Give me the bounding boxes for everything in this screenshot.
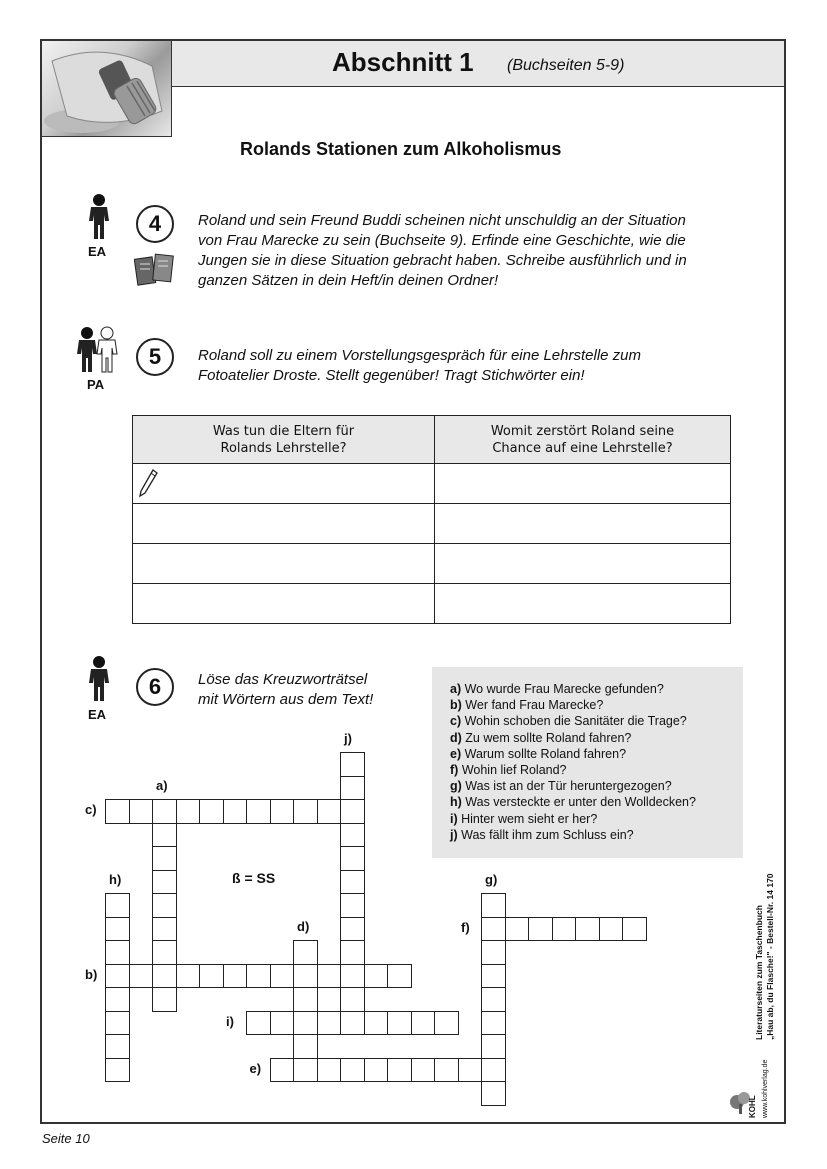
crossword-cell[interactable]: [481, 893, 506, 918]
crossword-cell[interactable]: [340, 1011, 365, 1036]
question-text: Was ist an der Tür heruntergezogen?: [465, 779, 672, 794]
crossword-cell[interactable]: [293, 1058, 318, 1083]
crossword-cell[interactable]: [270, 799, 295, 824]
crossword-cell[interactable]: [199, 799, 224, 824]
crossword-cell[interactable]: [340, 799, 365, 824]
question-text: Wer fand Frau Marecke?: [465, 698, 604, 713]
question-item: [450, 778, 696, 794]
question-text: Zu wem sollte Roland fahren?: [465, 730, 632, 745]
crossword-cell[interactable]: [105, 1058, 130, 1083]
question-item: [450, 827, 696, 843]
answer-cell[interactable]: [133, 584, 435, 624]
crossword-cell[interactable]: [176, 799, 201, 824]
crossword-cell[interactable]: [481, 1011, 506, 1036]
task6-line2: mit Wörtern aus dem Text!: [198, 691, 374, 708]
table-row: [133, 464, 731, 504]
question-letter: j): [450, 827, 458, 842]
crossword-cell[interactable]: [293, 987, 318, 1012]
question-text: Wohin schoben die Sanitäter die Trage?: [464, 714, 687, 729]
crossword-label-e: e): [249, 1060, 262, 1076]
crossword-cell[interactable]: [223, 799, 248, 824]
crossword-cell[interactable]: [505, 917, 530, 942]
page-number: Seite 10: [42, 1131, 90, 1146]
question-text: Warum sollte Roland fahren?: [464, 746, 627, 761]
question-item: [450, 794, 696, 810]
crossword-cell[interactable]: [481, 940, 506, 965]
comparison-table: [132, 415, 731, 624]
crossword-cell[interactable]: [340, 987, 365, 1012]
crossword-cell[interactable]: [270, 1011, 295, 1036]
crossword-cell[interactable]: [317, 964, 342, 989]
single-person-icon: [86, 193, 112, 241]
mode-label-5: PA: [87, 377, 105, 392]
crossword-cell[interactable]: [152, 987, 177, 1012]
crossword-cell[interactable]: [364, 964, 389, 989]
crossword-label-h: h): [109, 872, 122, 887]
crossword-cell[interactable]: [152, 917, 177, 942]
crossword-cell[interactable]: [481, 964, 506, 989]
crossword-cell[interactable]: [340, 893, 365, 918]
task4-line1: Roland und sein Freund Buddi scheinen nicht unschuldig an der Situation: [198, 212, 686, 229]
task6-line1: Löse das Kreuzworträtsel: [198, 671, 368, 688]
crossword-cell[interactable]: [105, 964, 130, 989]
crossword-label-b: b): [85, 966, 98, 982]
mode-label-4: EA: [88, 244, 107, 259]
crossword-cell[interactable]: [340, 776, 365, 801]
question-letter: c): [450, 714, 462, 729]
crossword-cell[interactable]: [340, 823, 365, 848]
question-item: [450, 746, 696, 762]
task4-line4: ganzen Sätzen in dein Heft/in deinen Ordner!: [198, 272, 499, 289]
crossword-cell[interactable]: [599, 917, 624, 942]
question-letter: e): [450, 746, 462, 761]
crossword-cell[interactable]: [575, 917, 600, 942]
question-text: Was versteckte er unter den Wolldecken?: [465, 795, 696, 810]
crossword-cell[interactable]: [340, 964, 365, 989]
crossword-cell[interactable]: [434, 1011, 459, 1036]
crossword-label-g: g): [485, 872, 498, 887]
crossword-cell[interactable]: [387, 1058, 412, 1083]
publisher-line2: „Hau ab, du Flasche!" - Bestell-Nr. 14 170: [765, 873, 775, 1040]
crossword-cell[interactable]: [152, 940, 177, 965]
pair-icon: [76, 326, 118, 374]
crossword-cell[interactable]: [364, 1058, 389, 1083]
question-letter: b): [450, 698, 462, 713]
questions-box: [432, 667, 743, 858]
mode-label-6: EA: [88, 707, 107, 722]
task4-line3: Jungen sie in diese Situation gebracht haben. Schreibe ausführlich und in: [198, 252, 687, 269]
crossword-cell[interactable]: [152, 870, 177, 895]
crossword-cell[interactable]: [129, 799, 154, 824]
question-item: [450, 713, 696, 729]
crossword-cell[interactable]: [317, 799, 342, 824]
answer-cell[interactable]: [435, 464, 731, 504]
question-item: [450, 681, 696, 697]
crossword-cell[interactable]: [387, 1011, 412, 1036]
table-header-parents: Was tun die Eltern für Rolands Lehrstelle?: [133, 416, 435, 464]
answer-cell[interactable]: [133, 544, 435, 584]
question-letter: g): [450, 779, 462, 794]
crossword-cell[interactable]: [458, 1058, 483, 1083]
crossword-cell[interactable]: [293, 799, 318, 824]
crossword-cell[interactable]: [622, 917, 647, 942]
crossword-cell[interactable]: [317, 1011, 342, 1036]
crossword-cell[interactable]: [340, 917, 365, 942]
crossword-cell[interactable]: [246, 964, 271, 989]
eszett-hint: ß = SS: [232, 870, 276, 886]
crossword-cell[interactable]: [105, 1011, 130, 1036]
table-row: [133, 584, 731, 624]
crossword-cell[interactable]: [105, 917, 130, 942]
crossword-cell[interactable]: [152, 823, 177, 848]
crossword-cell[interactable]: [340, 1058, 365, 1083]
crossword-cell[interactable]: [176, 964, 201, 989]
crossword-cell[interactable]: [246, 799, 271, 824]
answer-cell[interactable]: [435, 584, 731, 624]
table-row: [133, 504, 731, 544]
crossword-cell[interactable]: [293, 1034, 318, 1059]
crossword-cell[interactable]: [411, 1058, 436, 1083]
crossword-cell[interactable]: [481, 1034, 506, 1059]
question-letter: i): [450, 811, 458, 826]
crossword-cell[interactable]: [105, 893, 130, 918]
single-person-icon: [86, 655, 112, 703]
crossword-label-f: f): [461, 919, 470, 935]
question-letter: d): [450, 730, 462, 745]
worksheet-title: Rolands Stationen zum Alkoholismus: [240, 139, 562, 159]
publisher-line1: Literaturseiten zum Taschenbuch: [754, 905, 764, 1040]
crossword-cell[interactable]: [340, 846, 365, 871]
question-letter: a): [450, 682, 462, 696]
crossword-cell[interactable]: [152, 964, 177, 989]
crossword-cell[interactable]: [152, 846, 177, 871]
task5-line2: Fotoatelier Droste. Stellt gegenüber! Tragt Stichwörter ein!: [198, 367, 585, 384]
question-text: Wo wurde Frau Marecke gefunden?: [464, 682, 664, 696]
question-letter: f): [450, 763, 459, 778]
crossword-cell[interactable]: [105, 799, 130, 824]
task-number-4: 4: [136, 205, 174, 243]
notebook-icon: [134, 252, 176, 288]
question-letter: h): [450, 795, 462, 810]
question-item: [450, 730, 696, 746]
crossword-cell[interactable]: [387, 964, 412, 989]
crossword-cell[interactable]: [270, 1058, 295, 1083]
crossword-cell[interactable]: [293, 1011, 318, 1036]
crossword-label-a: a): [156, 778, 168, 793]
crossword-cell[interactable]: [105, 940, 130, 965]
crossword-cell[interactable]: [340, 940, 365, 965]
crossword-cell[interactable]: [481, 1081, 506, 1106]
table-row: [133, 544, 731, 584]
crossword-cell[interactable]: [129, 964, 154, 989]
flask-image: [42, 41, 171, 136]
crossword-cell[interactable]: [105, 987, 130, 1012]
answer-cell[interactable]: [133, 464, 435, 504]
task-number-6: 6: [136, 668, 174, 706]
questions-list: [450, 681, 696, 843]
section-title: Abschnitt 1: [332, 47, 474, 77]
section-pages: (Buchseiten 5-9): [507, 57, 625, 74]
publisher-info: [748, 830, 782, 1120]
publisher-logo: KOHL: [748, 1095, 757, 1118]
question-item: [450, 762, 696, 778]
crossword-label-d: d): [297, 919, 310, 934]
crossword-cell[interactable]: [340, 870, 365, 895]
flask-photo: [42, 41, 172, 137]
task-number-5: 5: [136, 338, 174, 376]
question-text: Hinter wem sieht er her?: [461, 811, 598, 826]
crossword-label-j: j): [344, 731, 352, 746]
crossword-cell[interactable]: [152, 799, 177, 824]
crossword-cell[interactable]: [340, 752, 365, 777]
answer-cell[interactable]: [133, 504, 435, 544]
crossword-cell[interactable]: [199, 964, 224, 989]
task5-line1: Roland soll zu einem Vorstellungsgespräch für eine Lehrstelle zum: [198, 347, 642, 364]
crossword-cell[interactable]: [270, 964, 295, 989]
crossword-cell[interactable]: [105, 1034, 130, 1059]
crossword-cell[interactable]: [434, 1058, 459, 1083]
publisher-url: www.kohlverlag.de: [762, 1059, 769, 1118]
crossword-cell[interactable]: [246, 1011, 271, 1036]
task4-line2: von Frau Marecke zu sein (Buchseite 9). Erfinde eine Geschichte, wie die: [198, 232, 686, 249]
crossword-cell[interactable]: [552, 917, 577, 942]
crossword-cell[interactable]: [364, 1011, 389, 1036]
crossword-label-i: i): [226, 1013, 234, 1029]
answer-cell[interactable]: [435, 544, 731, 584]
crossword-cell[interactable]: [152, 893, 177, 918]
crossword-cell[interactable]: [481, 987, 506, 1012]
answer-cell[interactable]: [435, 504, 731, 544]
crossword-cell[interactable]: [481, 1058, 506, 1083]
question-text: Was fällt ihm zum Schluss ein?: [461, 827, 634, 842]
table-header-roland: Womit zerstört Roland seine Chance auf eine Lehrstelle?: [435, 416, 731, 464]
crossword-cell[interactable]: [317, 1058, 342, 1083]
crossword-label-c: c): [85, 802, 97, 817]
crossword-cell[interactable]: [481, 917, 506, 942]
crossword-cell[interactable]: [528, 917, 553, 942]
question-text: Wohin lief Roland?: [461, 763, 567, 778]
question-item: [450, 811, 696, 827]
crossword-cell[interactable]: [223, 964, 248, 989]
header-bar: [172, 41, 784, 87]
crossword-cell[interactable]: [293, 940, 318, 965]
crossword-cell[interactable]: [411, 1011, 436, 1036]
crossword-cell[interactable]: [293, 964, 318, 989]
pencil-icon: [139, 468, 159, 498]
question-item: [450, 697, 696, 713]
